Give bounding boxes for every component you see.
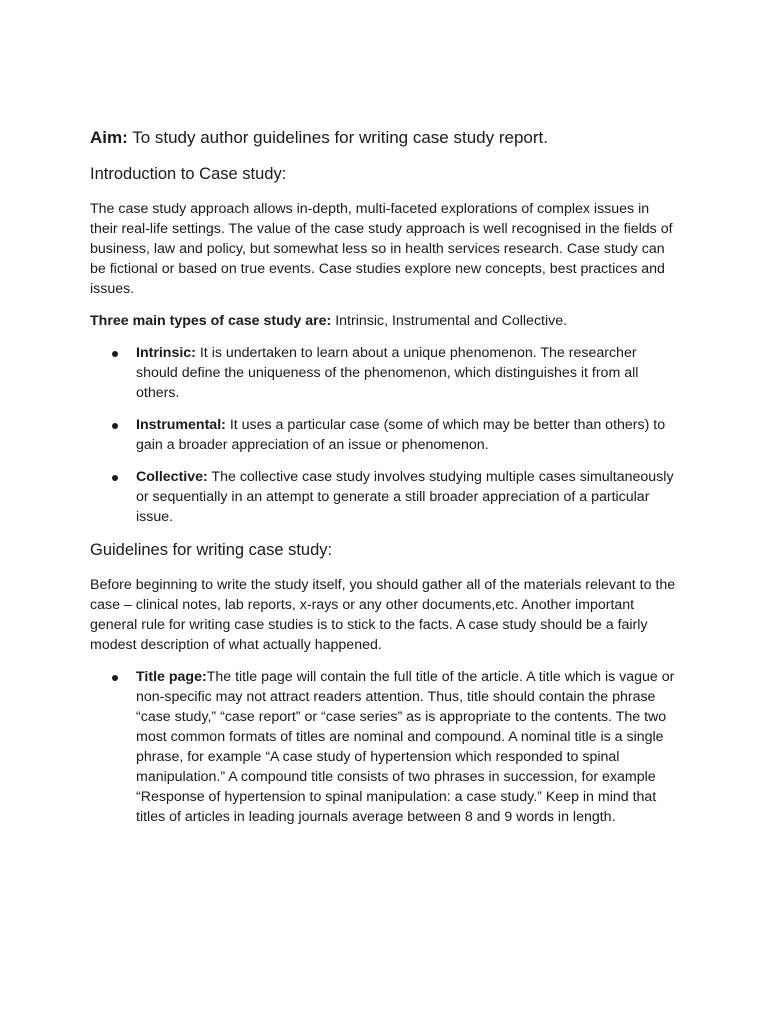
aim-line bbox=[90, 127, 680, 149]
intro-paragraph: The case study approach allows in-depth, multi-faceted explorations of complex issues in their real-life settings. The value of the case study approach is well recognised in the fields of business, law and policy, but somewhat less so in health services research. Case study can be fictional or based on true events. Case studies explore new concepts, best practices and issues. bbox=[90, 201, 673, 297]
item-text: The collective case study involves studying multiple cases simultaneously or sequentially in an attempt to generate a still broader appreciation of a particular issue. bbox=[136, 469, 674, 525]
guidelines-heading: Guidelines for writing case study: bbox=[90, 541, 333, 559]
guidelines-list bbox=[90, 667, 680, 827]
intro-heading: Introduction to Case study: bbox=[90, 165, 287, 183]
item-text: The title page will contain the full title of the article. A title which is vague or non-specific may not attract readers attention. Thus, title should contain the phrase “case study,” “case report” or “case series” as is appropriate to the contents. The two most common formats of titles are nominal and compound. A nominal title is a single phrase, for example “A case study of hypertension which responded to spinal manipulation.” A compound title consists of two phrases in succession, for example “Response of hypertension to spinal manipulation: a case study.” Keep in mind that titles of articles in leading journals average between 8 and 9 words in length. bbox=[136, 669, 675, 825]
types-text: Intrinsic, Instrumental and Collective. bbox=[331, 313, 568, 329]
aim-text: To study author guidelines for writing case study report. bbox=[127, 128, 548, 147]
item-label: Title page: bbox=[136, 669, 207, 685]
item-text: It uses a particular case (some of which may be better than others) to gain a broader appreciation of an issue or phenomenon. bbox=[136, 417, 666, 453]
item-text: It is undertaken to learn about a unique phenomenon. The researcher should define the uniqueness of the phenomenon, which distinguishes it from all others. bbox=[136, 345, 639, 401]
aim-label: Aim: bbox=[90, 128, 128, 147]
list-item-title-page bbox=[90, 667, 680, 827]
list-item-intrinsic bbox=[90, 343, 680, 403]
types-list bbox=[90, 343, 680, 527]
bullet-icon bbox=[112, 675, 118, 681]
guidelines-paragraph: Before beginning to write the study itself, you should gather all of the materials relevant to the case – clinical notes, lab reports, x-rays or any other documents,etc. Another important general rule for writing case studies is to stick to the facts. A case study should be a fairly modest description of what actually happened. bbox=[90, 577, 676, 653]
bullet-icon bbox=[112, 351, 118, 357]
bullet-icon bbox=[112, 475, 118, 481]
item-label: Intrinsic: bbox=[136, 345, 196, 361]
list-item-instrumental bbox=[90, 415, 680, 455]
item-label: Collective: bbox=[136, 469, 208, 485]
item-label: Instrumental: bbox=[136, 417, 226, 433]
bullet-icon bbox=[112, 423, 118, 429]
types-label: Three main types of case study are: bbox=[90, 313, 332, 329]
types-line bbox=[90, 311, 680, 331]
list-item-collective bbox=[90, 467, 680, 527]
